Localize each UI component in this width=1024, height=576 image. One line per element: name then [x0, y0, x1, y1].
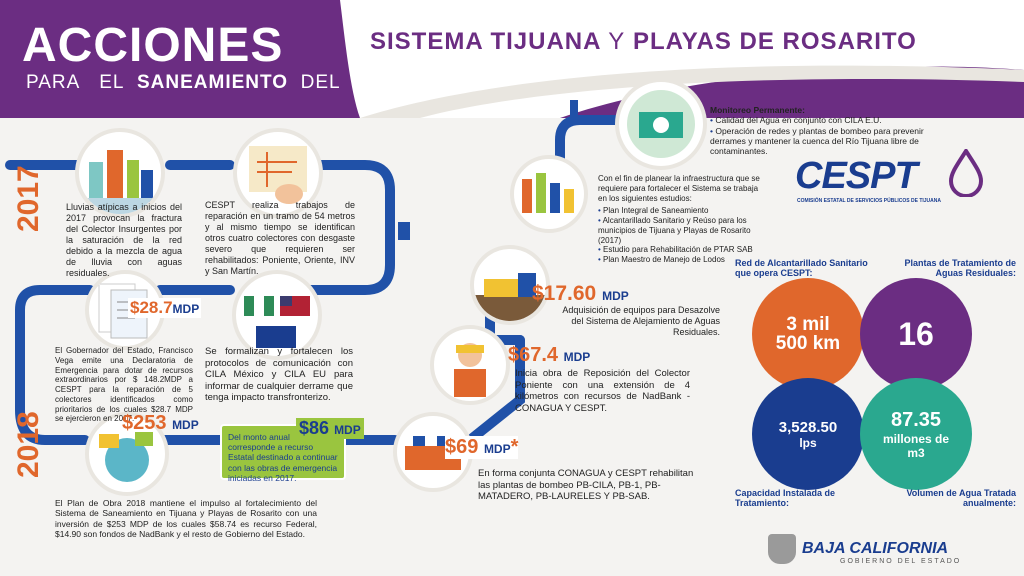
state-seal-icon — [768, 534, 796, 564]
protocolos-text: Se formalizan y fortalecen los protocolos de comunicación con CILA México y CILA EU para informar de cualquier derrame que tenga impacto transfronterizo. — [205, 346, 353, 404]
amount-28-7: $28.7MDP — [130, 298, 200, 317]
plantas-label: Plantas de Tratamiento de Aguas Residuales: — [904, 258, 1016, 278]
bombeo-text: En forma conjunta CONAGUA y CESPT rehabilitan las plantas de bombeo PB-CILA, PB-1, PB-MATADERO, PB-LAURELES Y PB-SAB. — [478, 468, 694, 503]
amount-86: $86 MDP — [296, 418, 364, 439]
monitoreo-item: • Operación de redes y plantas de bombeo para prevenir derrames y mantener la cuenca del Río Tijuana libre de contaminantes. — [710, 126, 950, 157]
study-item: • Plan Maestro de Manejo de Lodos — [598, 255, 768, 265]
amount-253: $253 MDP — [122, 412, 199, 434]
volumen-stat-circle: 87.35 millones de m3 — [860, 378, 972, 490]
equipos-text: Adquisición de equipos para Desazolve del Sistema de Alejamiento de Aguas Residuales. — [562, 305, 720, 337]
header-title: ACCIONES — [22, 19, 284, 72]
plantas-stat-circle: 16 — [860, 278, 972, 390]
cespt-repair-text: CESPT realiza trabajos de reparación en un tramo de 54 metros y al mismo tiempo se identifican otros cuatro colectores con desgaste severo que requieren ser rehabilitados: Poniente, Oriente, INV y San Martín. — [205, 200, 355, 276]
estatal-callout: Del monto anual corresponde a recurso Estatal destinado a continuar con las obras de emergencia iniciadas en 2017. — [220, 424, 346, 480]
red-stat-circle: 3 mil 500 km — [752, 278, 864, 390]
workers-illustration — [430, 325, 510, 405]
monitoreo-text: Monitoreo Permanente: • Calidad del Agua en conjunto con CILA E.U. • Operación de redes y plantas de bombeo para prevenir derrames y mantener la cuenca del Río Tijuana libre de contaminantes. — [710, 105, 950, 157]
colector-text: Inicia obra de Reposición del Colector Poniente con una extensión de 4 kilómetros con recursos de NadBank - CONAGUA Y CESPT. — [515, 368, 690, 414]
volumen-label: Volumen de Agua Tratada anualmente: — [906, 488, 1016, 508]
amount-69: $69 MDP* — [445, 436, 519, 458]
water-drop-icon — [947, 149, 985, 197]
capacidad-label: Capacidad Instalada de Tratamiento: — [735, 488, 836, 508]
monitoring-illustration — [615, 78, 707, 170]
header-right-title: SISTEMA TIJUANA Y PLAYAS DE ROSARITO — [370, 28, 917, 55]
gobierno-label: GOBIERNO DEL ESTADO — [840, 558, 962, 565]
amount-17-60: $17.60 MDP — [532, 282, 629, 305]
plan-obra-text: El Plan de Obra 2018 mantiene el impulso al fortalecimiento del Sistema de Saneamiento en Tijuana y Playas de Rosarito con una inversión de $253 MDP de los cuales $58.74 es recurso Federal, $14.90 son fondos de NadBank y el resto de Gobierno del Estado. — [55, 498, 317, 540]
lab-illustration — [510, 155, 588, 233]
study-item: • Plan Integral de Saneamiento — [598, 206, 768, 216]
red-label: Red de Alcantarillado Sanitario que opera CESPT: — [735, 258, 868, 278]
study-item: • Estudio para Rehabilitación de PTAR SAB — [598, 245, 768, 255]
cespt-logo: CESPT COMISIÓN ESTATAL DE SERVICIOS PÚBLICOS DE TIJUANA — [795, 155, 995, 215]
monitoreo-item: • Calidad del Agua en conjunto con CILA E.U. — [710, 115, 950, 125]
year-2018-label: 2018 — [12, 411, 45, 478]
year-2017-label: 2017 — [12, 165, 45, 232]
capacidad-stat-circle: 3,528.50 lps — [752, 378, 864, 490]
study-item: • Alcantarillado Sanitario y Reúso para los municipios de Tijuana y Playas de Rosarito (2017) — [598, 216, 768, 245]
header-subtitle: PARA EL SANEAMIENTO DEL — [26, 72, 341, 93]
gobernador-text: El Gobernador del Estado, Francisco Vega emite una Declaratoria de Emergencia para dotar de recursos extraordinarios por $ 148.2MDP a CESPT para la reparación de 5 colectores identificados como prioritarios de los cuales $28.7 MDP se ejercieron en 2017. — [55, 346, 193, 424]
amount-67-4: $67.4 MDP — [508, 344, 591, 366]
planear-text: Con el fin de planear la infraestructura que se requiere para fortalecer el Sistema se trabaja en los siguientes estudios: • Plan Integral de Saneamiento • Alcantarillado Sanitario y Reúso para los municipios de Tijuana y Playas de Rosarito (2017) • Estudio para Rehabilitación de PTAR SAB • Plan Maestro de Manejo de Lodos — [598, 174, 768, 265]
baja-california-logo: BAJA CALIFORNIA — [802, 540, 949, 557]
lluvias-text: Lluvias atípicas a inicios del 2017 provocan la fractura del Colector Insurgentes por la saturación de la red debido a la mezcla de agua de lluvia con aguas residuales. — [66, 202, 182, 278]
